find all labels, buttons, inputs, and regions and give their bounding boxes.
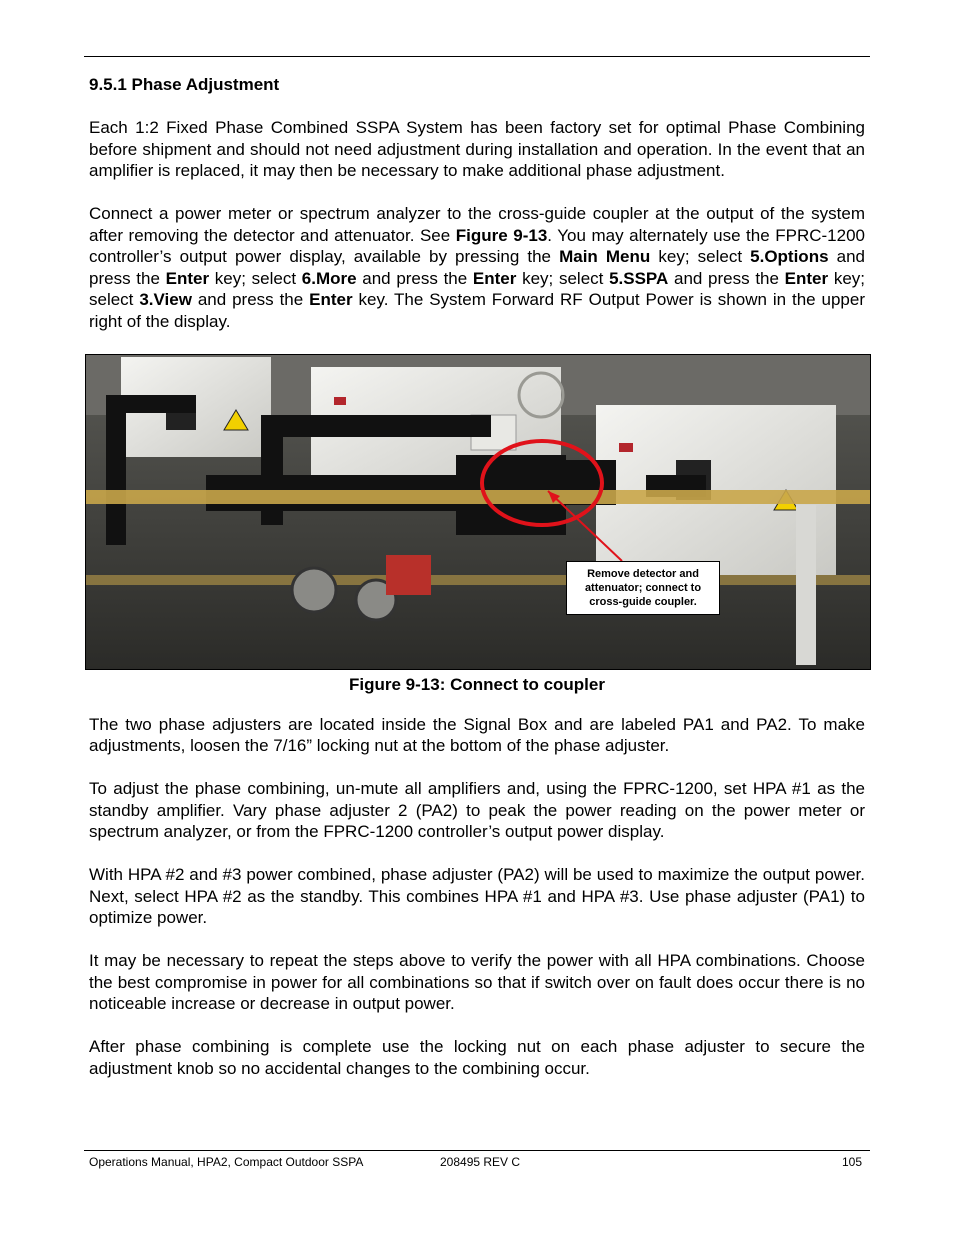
paragraph-locking-nut: After phase combining is complete use the locking nut on each phase adjuster to secure the adjustment knob so no accidental changes to the combining occur. <box>89 1037 865 1078</box>
text-run: and press the <box>89 247 865 288</box>
menu-view: 3.View <box>139 290 192 309</box>
text-run: key; select <box>89 268 865 309</box>
key-enter: Enter <box>309 290 353 309</box>
text-run: and press the <box>668 268 785 288</box>
page-number: 105 <box>842 1155 863 1169</box>
text-run: key; select <box>516 268 610 288</box>
text-run: key; select <box>650 247 751 266</box>
menu-more: 6.More <box>301 268 357 288</box>
text-run: and press the <box>356 268 473 288</box>
key-enter: Enter <box>165 268 210 288</box>
page-content <box>89 74 865 1101</box>
paragraph-repeat-steps: It may be necessary to repeat the steps above to verify the power with all HPA combinations. Choose the best compromise in power for all combinations so that if switch over on fault does occur there is no noticeable increase or decrease in output power. <box>89 951 865 1013</box>
text-run: . You may alternately use the FPRC-1200 controller’s output power display, available by pressing the <box>89 225 865 266</box>
paragraph-phase-adjusters: The two phase adjusters are located inside the Signal Box and are labeled PA1 and PA2. To make adjustments, loosen the 7/16” locking nut at the bottom of the phase adjuster. <box>89 714 865 755</box>
text-run: and press the <box>191 290 310 309</box>
header-rule <box>84 56 870 57</box>
sspa-photo-illustration <box>86 355 870 669</box>
section-heading: 9.5.1 Phase Adjustment <box>89 75 280 94</box>
footer-document-title: Operations Manual, HPA2, Compact Outdoor SSPA <box>89 1155 364 1169</box>
paragraph-intro: Each 1:2 Fixed Phase Combined SSPA System has been factory set for optimal Phase Combining before shipment and should not need adjustment during installation and operation. In the event that an amplifier is replaced, it may then be necessary to make additional phase adjustment. <box>89 118 865 180</box>
text-run: Connect a power meter or spectrum analyzer to the cross-guide coupler at the output of the system after removing the detector and attenuator. See <box>89 204 865 245</box>
paragraph-adjust-pa2: To adjust the phase combining, un-mute all amplifiers and, using the FPRC-1200, set HPA #1 as the standby amplifier. Vary phase adjuster 2 (PA2) to peak the power reading on the power meter or spectrum analyzer, or from the FPRC-1200 controller’s output power display. <box>89 779 865 841</box>
text-run: key; select <box>209 268 302 288</box>
paragraph-connect-meter <box>89 203 865 332</box>
paragraph-adjust-pa1: With HPA #2 and #3 power combined, phase adjuster (PA2) will be used to maximize the output power. Next, select HPA #2 as the standby. This combines HPA #1 and HPA #3. Use phase adjuster (PA1) to optimize power. <box>89 865 865 927</box>
menu-options: 5.Options <box>750 247 829 266</box>
footer-revision: 208495 REV C <box>440 1155 521 1169</box>
footer-rule <box>84 1150 870 1151</box>
figure-callout: Remove detector and attenuator; connect to cross-guide coupler. <box>566 561 720 615</box>
key-enter: Enter <box>784 268 829 288</box>
figure-photo <box>85 354 871 670</box>
key-enter: Enter <box>472 268 517 288</box>
menu-sspa: 5.SSPA <box>609 268 669 288</box>
key-main-menu: Main Menu <box>559 247 651 266</box>
figure-caption: Figure 9-13: Connect to coupler <box>349 674 605 694</box>
figure-reference: Figure 9-13 <box>455 225 548 245</box>
text-run: key. The System Forward RF Output Power is shown in the upper right of the display. <box>89 290 865 331</box>
